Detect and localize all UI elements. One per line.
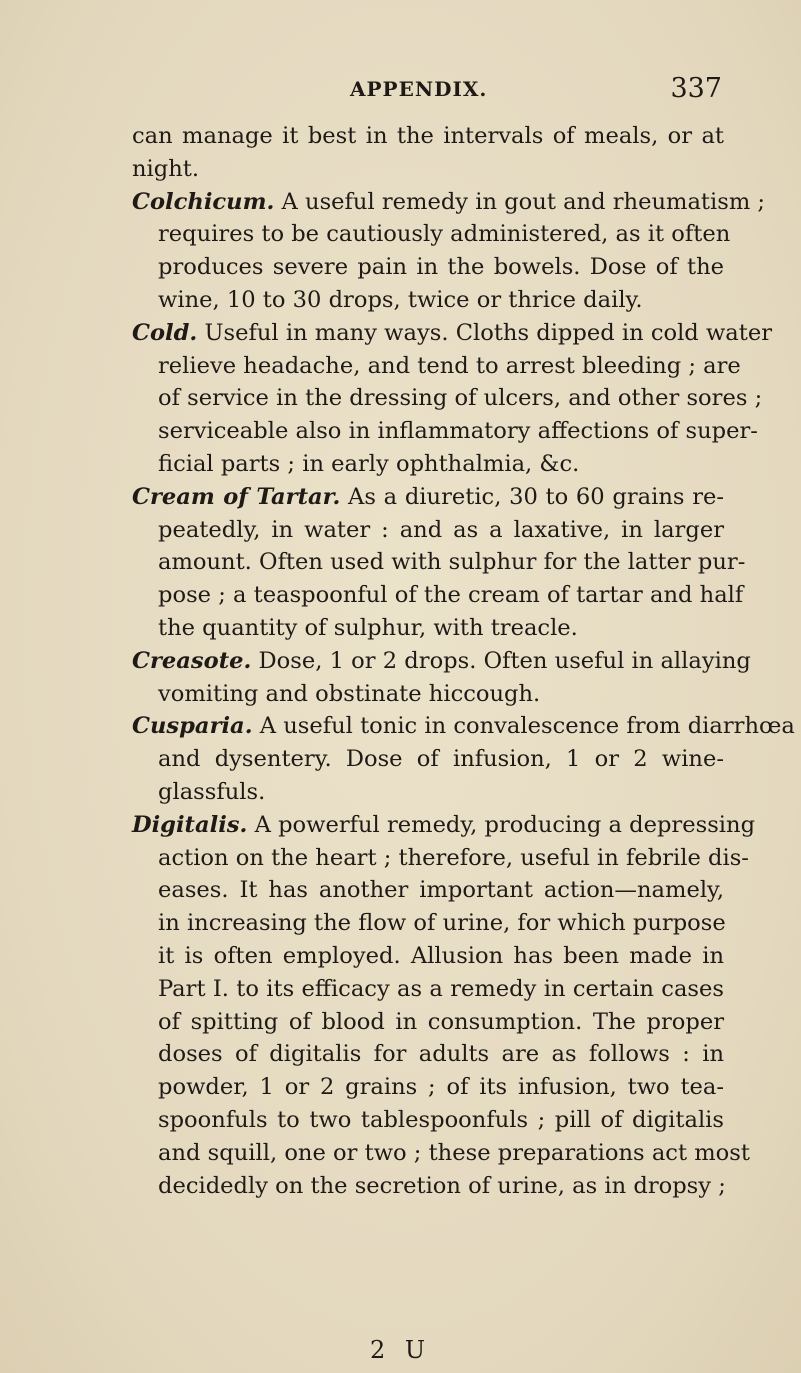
- entry-heading: Digitalis.: [132, 811, 248, 838]
- text-line: decidedly on the secretion of urine, as in dropsy ;: [158, 1172, 726, 1199]
- text-run: Useful in many ways. Cloths dipped in cold water: [197, 319, 773, 346]
- text-line: of spitting of blood in consumption. The proper: [158, 1008, 724, 1035]
- text-line: produces severe pain in the bowels. Dose of the: [158, 254, 724, 281]
- entry-cusparia: [132, 710, 795, 743]
- body-text: [132, 120, 795, 1202]
- entry-heading: Cusparia.: [132, 713, 253, 740]
- text-line: can manage it best in the intervals of meals, or at: [132, 123, 724, 149]
- entry-heading: Cream of Tartar.: [132, 483, 341, 510]
- text-run: A useful remedy in gout and rheumatism ;: [274, 188, 766, 215]
- text-line: it is often employed. Allusion has been made in: [158, 942, 724, 969]
- text-line: the quantity of sulphur, with treacle.: [158, 614, 578, 641]
- text-line: amount. Often used with sulphur for the latter pur-: [158, 549, 746, 576]
- text-run: A powerful remedy, producing a depressing: [247, 811, 756, 838]
- running-head: APPENDIX.: [350, 77, 488, 101]
- page-header: [132, 73, 722, 107]
- text-line: action on the heart ; therefore, useful in febrile dis-: [158, 844, 749, 871]
- entry-heading: Creasote.: [132, 647, 252, 674]
- text-line: peatedly, in water : and as a laxative, in larger: [158, 516, 724, 543]
- text-line: doses of digitalis for adults are as follows : in: [158, 1041, 724, 1068]
- text-line: vomiting and obstinate hiccough.: [158, 680, 541, 707]
- text-line: requires to be cautiously administered, as it often: [158, 221, 731, 248]
- text-line: glassfuls.: [158, 778, 266, 805]
- text-line: Part I. to its efficacy as a remedy in certain cases: [158, 975, 724, 1002]
- text-line: ficial parts ; in early ophthalmia, &c.: [158, 450, 580, 477]
- page-number: 337: [670, 73, 722, 104]
- entry-colchicum: [132, 186, 766, 219]
- text-line: powder, 1 or 2 grains ; of its infusion, two tea-: [158, 1074, 724, 1101]
- text-line: and squill, one or two ; these preparations act most: [158, 1139, 750, 1166]
- text-line: in increasing the flow of urine, for which purpose: [158, 910, 726, 937]
- text-line: night.: [132, 155, 200, 182]
- text-line: wine, 10 to 30 drops, twice or thrice daily.: [158, 286, 643, 313]
- text-line: eases. It has another important action—namely,: [158, 877, 724, 904]
- text-line: pose ; a teaspoonful of the cream of tartar and half: [158, 582, 744, 609]
- entry-heading: Cold.: [132, 319, 198, 346]
- text-run: A useful tonic in convalescence from diarrhœa: [252, 713, 795, 740]
- text-line: spoonfuls to two tablespoonfuls ; pill of digitalis: [158, 1106, 724, 1133]
- entry-cream-of-tartar: [132, 481, 724, 514]
- entry-digitalis: [132, 809, 756, 842]
- text-line: and dysentery. Dose of infusion, 1 or 2 wine-: [158, 746, 724, 773]
- text-line: of service in the dressing of ulcers, and other sores ;: [158, 385, 763, 412]
- entry-creasote: [132, 645, 751, 678]
- entry-cold: [132, 317, 773, 350]
- text-run: Dose, 1 or 2 drops. Often useful in allaying: [251, 647, 751, 674]
- signature-mark: 2 U: [369, 1336, 432, 1364]
- text-line: relieve headache, and tend to arrest bleeding ; are: [158, 352, 741, 379]
- text-run: As a diuretic, 30 to 60 grains re-: [340, 483, 725, 510]
- entry-heading: Colchicum.: [132, 188, 275, 215]
- text-line: serviceable also in inflammatory affections of super-: [158, 418, 758, 445]
